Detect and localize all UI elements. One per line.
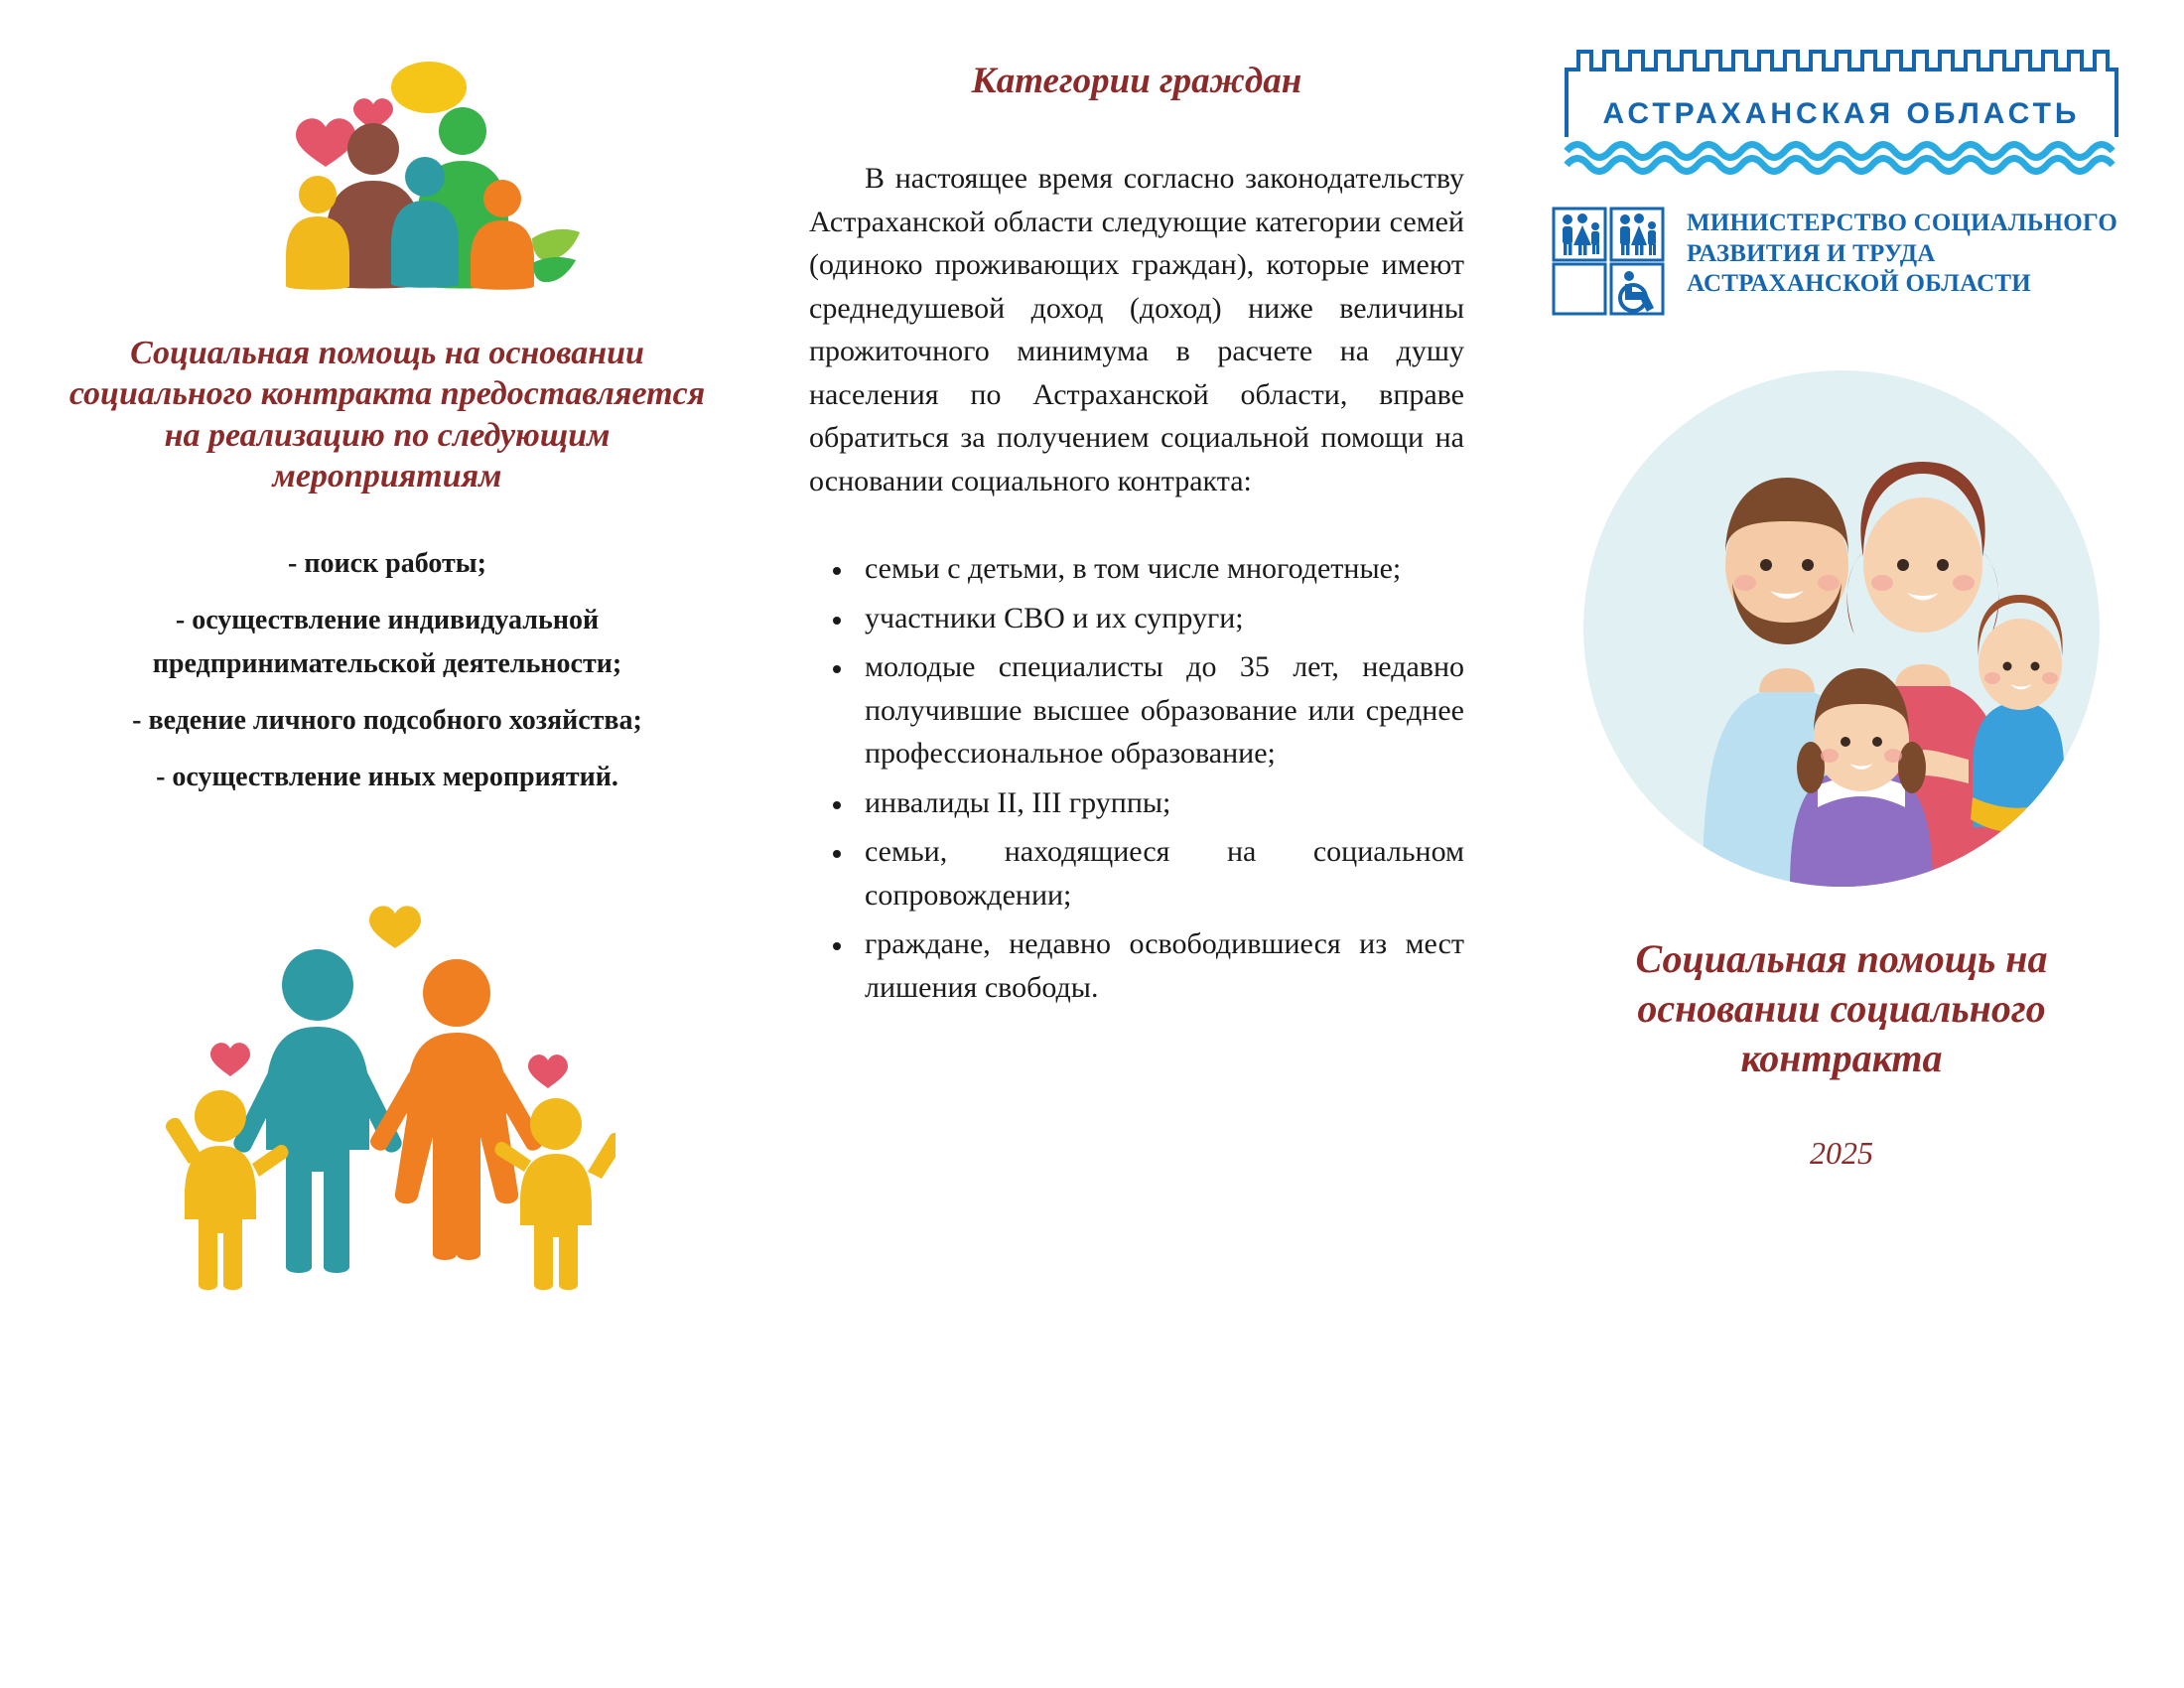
- measure-item: - осуществление иных мероприятий.: [156, 762, 618, 793]
- category-item: • участники СВО и их супруги;: [855, 597, 1464, 640]
- family-silhouette-illustration: [159, 894, 615, 1291]
- brochure-title: Социальная помощь на основании социального контракта: [1635, 936, 2048, 1080]
- category-item: • семьи, находящиеся на социальном сопровождении;: [855, 830, 1464, 916]
- intro-paragraph: В настоящее время согласно законодательству Астраханской области следующие категории семей (одиноко проживающих граждан), которые имеют среднедушевой доход (доход) ниже величины прожиточного минимума в расчете на душу населения по Астраханской области, вправе обратиться за получением социальной помощи на основании социального контракта:: [809, 162, 1464, 497]
- right-panel: [1499, 0, 2184, 1688]
- measures-list: [50, 542, 725, 799]
- measure-item: - осуществление индивидуальной предпринимательской деятельности;: [152, 605, 622, 679]
- category-item: • молодые специалисты до 35 лет, недавно получившие высшее образование или среднее профессиональное образование;: [855, 645, 1464, 775]
- middle-panel: [784, 0, 1489, 1688]
- category-item: • семьи с детьми, в том числе многодетные;: [855, 547, 1464, 591]
- ministry-block: [1552, 207, 2149, 316]
- measure-item: - ведение личного подсобного хозяйства;: [132, 705, 642, 737]
- ministry-name: МИНИСТЕРСТВО СОЦИАЛЬНОГО РАЗВИТИЯ И ТРУДА АСТРАХАНСКОЙ ОБЛАСТИ: [1687, 210, 2118, 297]
- astrakhan-region-logo: [1559, 40, 2124, 179]
- accessibility-icons: [1552, 207, 1669, 316]
- family-hearts-logo: [179, 50, 596, 298]
- categories-list: [809, 547, 1464, 1009]
- family-portrait-photo: [1583, 370, 2100, 887]
- left-panel: [0, 0, 774, 1688]
- measure-item: - поиск работы;: [288, 547, 486, 579]
- category-item: • инвалиды II, III группы;: [855, 781, 1464, 825]
- category-item: • граждане, недавно освободившиеся из мест лишения свободы.: [855, 922, 1464, 1009]
- middle-panel-title: Категории граждан: [971, 61, 1302, 101]
- brochure-year: 2025: [1810, 1135, 1873, 1171]
- left-panel-title: Социальная помощь на основании социального контракта предоставляется на реализацию по следующим мероприятиям: [68, 335, 706, 495]
- svg-text:АСТРАХАНСКАЯ ОБЛАСТЬ: АСТРАХАНСКАЯ ОБЛАСТЬ: [1602, 97, 2081, 130]
